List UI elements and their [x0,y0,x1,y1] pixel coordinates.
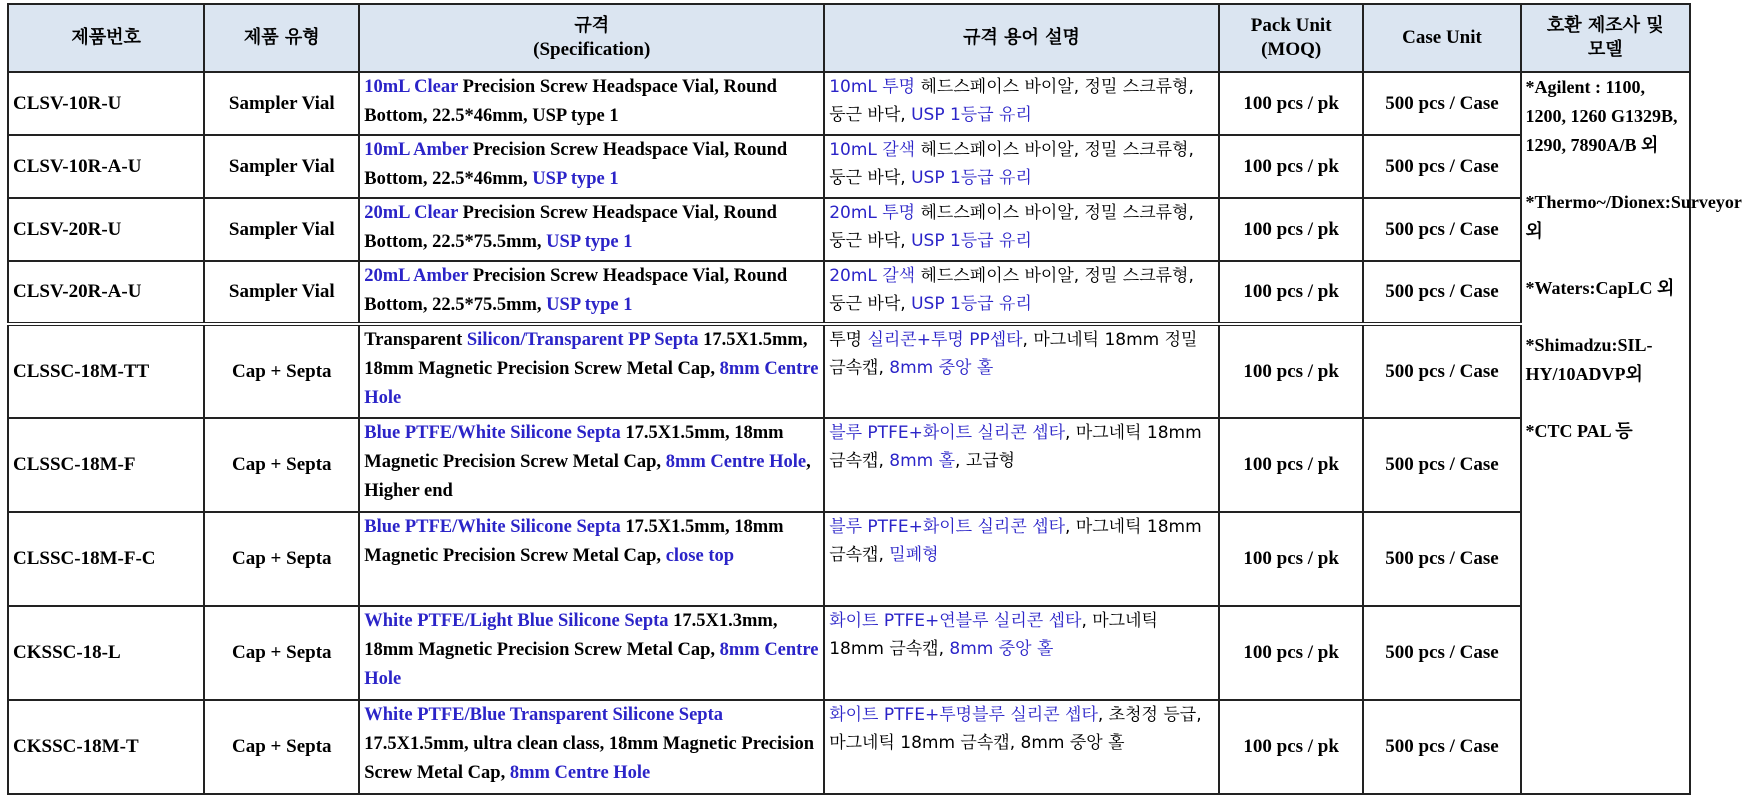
header-specification: 규격 (Specification) [359,4,824,72]
header-product-no: 제품번호 [8,4,204,72]
text-run: 20mL 갈색 [829,266,916,286]
compatible-model: *Shimadzu:SIL-HY/10ADVP외 [1525,335,1653,384]
text-run: , 마그네틱 18mm 정밀 금속캡, [829,330,1198,378]
table-row [8,135,1690,198]
text-run: 17.5X1.3mm, 18mm Magnetic Precision Screw Metal Cap, [364,611,778,660]
case-unit: 500 pcs / Case [1363,135,1520,198]
text-run: 10mL Clear [364,77,458,97]
spec-description [824,418,1219,512]
case-unit: 500 pcs / Case [1363,198,1520,261]
spacer [1526,160,1685,188]
compatible-model: *Thermo~/Dionex:Surveyor 외 [1525,192,1742,241]
text-run: 17.5X1.5mm, ultra clean class, 18mm Magnetic Precision Screw Metal Cap, [364,734,815,783]
case-unit: 500 pcs / Case [1363,418,1520,512]
product-code: CLSV-10R-A-U [8,135,204,198]
pack-unit: 100 pcs / pk [1219,198,1364,261]
compatible-model: *Agilent : 1100, 1200, 1260 G1329B, 1290, 7890A/B 외 [1525,77,1678,155]
text-run: Blue PTFE/White Silicone Septa [364,423,621,443]
spacer [1526,303,1685,331]
text-run: White PTFE/Light Blue Silicone Septa [364,611,669,631]
table-row [8,700,1690,794]
text-run: 화이트 PTFE+투명블루 실리콘 셉타 [829,705,1098,725]
pack-unit: 100 pcs / pk [1219,606,1364,700]
product-type: Cap + Septa [204,418,359,512]
text-run: Precision Screw Headspace Vial, Round Bottom, 22.5*75.5mm, [364,266,788,315]
text-run: 20mL Clear [364,203,458,223]
spec-description [824,198,1219,261]
spec-description [824,72,1219,135]
compatibility-list [1521,72,1742,794]
text-run: close top [665,546,735,566]
table-row [8,512,1690,606]
text-run: 헤드스페이스 바이알, 정밀 스크류형, 둥근 바닥, [829,203,1194,251]
specification [359,418,824,512]
text-run: 8mm 중앙 홀 [949,639,1054,659]
product-type: Sampler Vial [204,261,359,324]
product-code: CLSV-20R-U [8,198,204,261]
text-run: 8mm 홀 [889,451,956,471]
text-run: 밀폐형 [889,545,939,565]
text-run: 헤드스페이스 바이알, 정밀 스크류형, 둥근 바닥, [829,266,1194,314]
text-run: 17.5X1.5mm, 18mm Magnetic Precision Screw Metal Cap, [364,423,784,472]
table-row [8,198,1690,261]
table-row [8,72,1690,135]
product-type: Sampler Vial [204,135,359,198]
text-run: USP 1등급 유리 [911,231,1032,251]
product-type: Cap + Septa [204,700,359,794]
text-run: , Higher end [364,452,811,501]
pack-unit: 100 pcs / pk [1219,72,1364,135]
text-run: Blue PTFE/White Silicone Septa [364,517,621,537]
header-row [8,4,1690,72]
text-run: Precision Screw Headspace Vial, Round Bottom, 22.5*46mm, [364,140,788,189]
text-run: , 마그네틱 18mm 금속캡, [829,611,1158,659]
text-run: USP 1등급 유리 [911,105,1032,125]
text-run: 20mL Amber [364,266,469,286]
text-run: 8mm Centre Hole [364,640,819,689]
product-type: Cap + Septa [204,606,359,700]
header-product-type: 제품 유형 [204,4,359,72]
product-code: CLSSC-18M-TT [8,324,204,418]
specification [359,135,824,198]
case-unit: 500 pcs / Case [1363,700,1520,794]
text-run: USP type 1 [546,295,633,315]
text-run: 8mm Centre Hole [665,452,807,472]
specification [359,606,824,700]
text-run: USP type 1 [546,232,633,252]
text-run: USP 1등급 유리 [911,294,1032,314]
product-spec-table [7,3,1742,795]
pack-unit: 100 pcs / pk [1219,324,1364,418]
text-run: 10mL 투명 [829,77,916,97]
spec-description [824,512,1219,606]
case-unit: 500 pcs / Case [1363,261,1520,324]
text-run: 블루 PTFE+화이트 실리콘 셉타 [829,517,1066,537]
pack-unit: 100 pcs / pk [1219,418,1364,512]
product-type: Cap + Septa [204,324,359,418]
table-row [8,261,1690,324]
text-run: 17.5X1.5mm, 18mm Magnetic Precision Screw Metal Cap, [364,330,808,379]
pack-unit: 100 pcs / pk [1219,135,1364,198]
case-unit: 500 pcs / Case [1363,72,1520,135]
product-type: Sampler Vial [204,72,359,135]
text-run: USP 1등급 유리 [911,168,1032,188]
text-run: 헤드스페이스 바이알, 정밀 스크류형, 둥근 바닥, [829,140,1194,188]
text-run: Silicon/Transparent PP Septa [466,330,699,350]
text-run: 10mL Amber [364,140,469,160]
table-body [8,72,1742,794]
spacer [1526,246,1685,274]
case-unit: 500 pcs / Case [1363,512,1520,606]
product-type: Sampler Vial [204,198,359,261]
spec-description [824,324,1219,418]
product-code: CLSV-10R-U [8,72,204,135]
pack-unit: 100 pcs / pk [1219,261,1364,324]
spec-description [824,135,1219,198]
text-run: , 마그네틱 18mm 금속캡, [829,423,1202,471]
specification [359,700,824,794]
product-code: CKSSC-18M-T [8,700,204,794]
compatible-model: *CTC PAL 등 [1525,421,1633,441]
text-run: Precision Screw Headspace Vial, Round Bottom, 22.5*46mm, USP type 1 [364,77,777,126]
table-row [8,606,1690,700]
text-run: 화이트 PTFE+연블루 실리콘 셉타 [829,611,1082,631]
text-run: 8mm 중앙 홀 [889,358,994,378]
text-run: White PTFE/Blue Transparent Silicone Septa [364,705,723,725]
specification [359,198,824,261]
specification [359,261,824,324]
header-spec-description: 규격 용어 설명 [824,4,1219,72]
spec-description [824,700,1219,794]
text-run: 10mL 갈색 [829,140,916,160]
text-run: , 초청정 등급, 마그네틱 18mm 금속캡, 8mm 중앙 홀 [829,705,1202,753]
table-row [8,324,1690,418]
text-run: 17.5X1.5mm, 18mm Magnetic Precision Screw Metal Cap, [364,517,784,566]
text-run: Precision Screw Headspace Vial, Round Bottom, 22.5*75.5mm, [364,203,777,252]
specification [359,512,824,606]
header-case-unit: Case Unit [1363,4,1520,72]
text-run: 헤드스페이스 바이알, 정밀 스크류형, 둥근 바닥, [829,77,1194,125]
pack-unit: 100 pcs / pk [1219,512,1364,606]
text-run: USP type 1 [532,169,619,189]
text-run: Transparent [364,330,467,350]
text-run: , 마그네틱 18mm 금속캡, [829,517,1202,565]
specification [359,324,824,418]
product-code: CLSSC-18M-F [8,418,204,512]
case-unit: 500 pcs / Case [1363,606,1520,700]
text-run: 20mL 투명 [829,203,916,223]
text-run: 8mm Centre Hole [364,359,819,408]
header-compatibility: 호환 제조사 및 모델 [1521,4,1690,72]
table-row [8,418,1690,512]
spacer [1526,389,1685,417]
product-code: CKSSC-18-L [8,606,204,700]
pack-unit: 100 pcs / pk [1219,700,1364,794]
text-run: , 고급형 [955,451,1016,471]
specification [359,72,824,135]
text-run: 블루 PTFE+화이트 실리콘 셉타 [829,423,1066,443]
header-pack-unit: Pack Unit (MOQ) [1219,4,1364,72]
product-code: CLSV-20R-A-U [8,261,204,324]
text-run: 8mm Centre Hole [509,763,651,783]
product-code: CLSSC-18M-F-C [8,512,204,606]
compatible-model: *Waters:CapLC 외 [1525,278,1675,298]
spec-description [824,261,1219,324]
text-run: 투명 [829,330,868,350]
case-unit: 500 pcs / Case [1363,324,1520,418]
spec-description [824,606,1219,700]
product-type: Cap + Septa [204,512,359,606]
text-run: 실리콘+투명 PP셉타 [867,330,1023,350]
